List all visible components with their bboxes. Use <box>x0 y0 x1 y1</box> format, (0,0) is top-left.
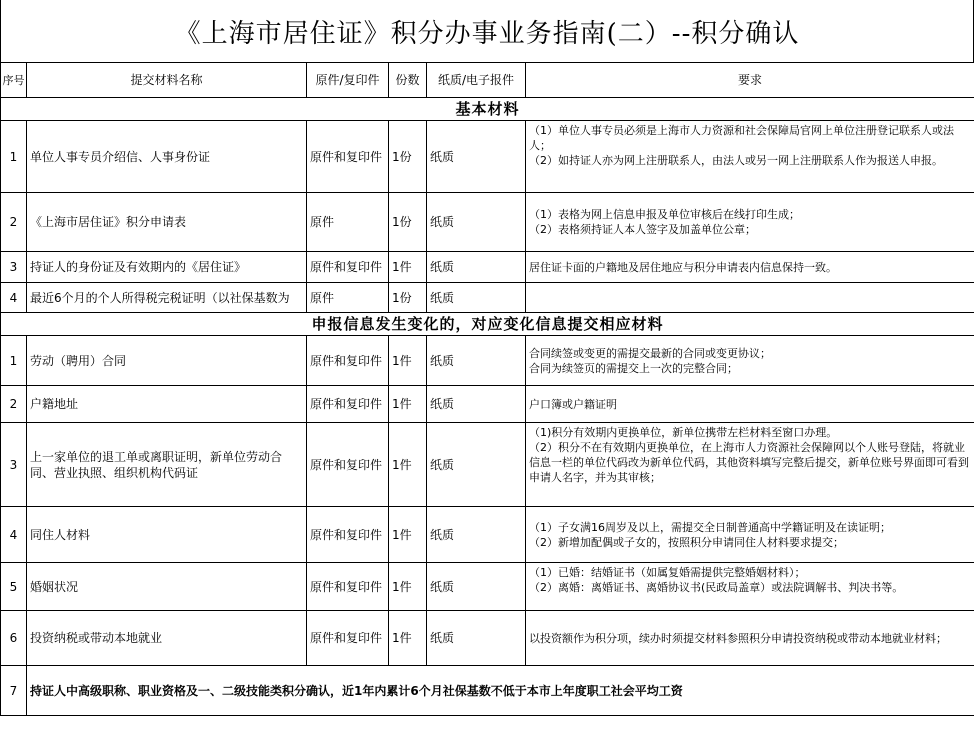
material-medium: 纸质 <box>427 121 526 193</box>
material-type: 原件和复印件 <box>307 507 389 563</box>
material-copies: 1件 <box>389 386 427 423</box>
material-medium: 纸质 <box>427 193 526 252</box>
row-number: 5 <box>1 563 27 611</box>
table-row <box>1 423 974 507</box>
requirement-line: （2）新增加配偶或子女的，按照积分申请同住人材料要求提交； <box>529 535 844 549</box>
material-type: 原件和复印件 <box>307 252 389 283</box>
material-type: 原件 <box>307 193 389 252</box>
material-name: 持证人的身份证及有效期内的《居住证》 <box>27 252 307 283</box>
header-seq: 序号 <box>1 63 27 98</box>
table-row <box>1 386 974 423</box>
material-medium: 纸质 <box>427 423 526 507</box>
header-material: 提交材料名称 <box>27 63 307 98</box>
requirement-line: （2）如持证人亦为网上注册联系人，由法人或另一网上注册联系人作为报送人申报。 <box>529 154 943 167</box>
material-type: 原件和复印件 <box>307 611 389 666</box>
header-copies: 份数 <box>389 63 427 98</box>
material-name: 上一家单位的退工单或离职证明，新单位劳动合同、营业执照、组织机构代码证 <box>27 423 307 507</box>
material-type: 原件和复印件 <box>307 563 389 611</box>
requirement-cell <box>526 121 974 193</box>
requirement-line: 户口簿或户籍证明 <box>529 397 617 411</box>
material-copies: 1件 <box>389 611 427 666</box>
row-number: 4 <box>1 507 27 563</box>
material-medium: 纸质 <box>427 563 526 611</box>
row-number: 2 <box>1 193 27 252</box>
material-copies: 1件 <box>389 336 427 386</box>
material-copies: 1份 <box>389 283 427 313</box>
requirement-line: （1)积分有效期内更换单位，新单位携带左栏材料至窗口办理。 <box>529 426 838 439</box>
row-number: 3 <box>1 252 27 283</box>
requirement-line: （2）离婚：离婚证书、离婚协议书(民政局盖章）或法院调解书、判决书等。 <box>529 581 904 594</box>
table-row <box>1 336 974 386</box>
section-title: 申报信息发生变化的，对应变化信息提交相应材料 <box>1 313 974 336</box>
requirement-line: （1）子女满16周岁及以上，需提交全日制普通高中学籍证明及在读证明； <box>529 520 891 534</box>
header-type: 原件/复印件 <box>307 63 389 98</box>
row-number: 2 <box>1 386 27 423</box>
material-medium: 纸质 <box>427 336 526 386</box>
requirement-line: （1）单位人事专员必须是上海市人力资源和社会保障局官网上单位注册登记联系人或法人； <box>529 124 954 152</box>
requirement-line: （1）已婚：结婚证书（如属复婚需提供完整婚姻材料）； <box>529 566 806 579</box>
table-row <box>1 507 974 563</box>
material-copies: 1件 <box>389 252 427 283</box>
header-requirement: 要求 <box>526 63 974 98</box>
material-type: 原件 <box>307 283 389 313</box>
table-row <box>1 193 974 252</box>
requirement-line: （2）表格须持证人本人签字及加盖单位公章； <box>529 223 756 236</box>
material-name: 《上海市居住证》积分申请表 <box>27 193 307 252</box>
material-medium: 纸质 <box>427 507 526 563</box>
material-medium: 纸质 <box>427 386 526 423</box>
materials-table <box>0 62 974 716</box>
material-medium: 纸质 <box>427 283 526 313</box>
requirement-cell <box>526 193 974 252</box>
final-note: 持证人中高级职称、职业资格及一、二级技能类积分确认，近1年内累计6个月社保基数不低于本市上年度职工社会平均工资 <box>27 666 974 716</box>
row-number: 3 <box>1 423 27 507</box>
requirement-cell <box>526 386 974 423</box>
material-name: 劳动（聘用）合同 <box>27 336 307 386</box>
row-number: 1 <box>1 336 27 386</box>
row-number: 1 <box>1 121 27 193</box>
table-row <box>1 611 974 666</box>
table-row <box>1 121 974 193</box>
requirement-line: （1）表格为网上信息申报及单位审核后在线打印生成； <box>529 208 800 221</box>
requirement-cell <box>526 252 974 283</box>
material-copies: 1件 <box>389 563 427 611</box>
material-copies: 1件 <box>389 423 427 507</box>
material-type: 原件和复印件 <box>307 336 389 386</box>
material-medium: 纸质 <box>427 252 526 283</box>
table-row <box>1 283 974 313</box>
material-copies: 1份 <box>389 121 427 193</box>
material-type: 原件和复印件 <box>307 121 389 193</box>
requirement-cell <box>526 507 974 563</box>
material-name: 最近6个月的个人所得税完税证明（以社保基数为 <box>27 283 307 313</box>
material-name: 婚姻状况 <box>27 563 307 611</box>
material-copies: 1件 <box>389 507 427 563</box>
requirement-cell <box>526 336 974 386</box>
requirement-cell <box>526 423 974 507</box>
material-type: 原件和复印件 <box>307 386 389 423</box>
requirement-line: 居住证卡面的户籍地及居住地应与积分申请表内信息保持一致。 <box>529 260 837 274</box>
requirement-line: 以投资额作为积分项，续办时须提交材料参照积分申请投资纳税或带动本地就业材料； <box>529 631 947 645</box>
table-row-final <box>1 666 974 716</box>
section-heading-changes <box>1 313 974 336</box>
requirement-line: 合同为续签页的需提交上一次的完整合同； <box>529 361 738 375</box>
material-name: 户籍地址 <box>27 386 307 423</box>
requirement-line: 合同续签或变更的需提交最新的合同或变更协议； <box>529 346 771 360</box>
material-medium: 纸质 <box>427 611 526 666</box>
material-name: 单位人事专员介绍信、人事身份证 <box>27 121 307 193</box>
material-name: 同住人材料 <box>27 507 307 563</box>
requirement-line: （2）积分不在有效期内更换单位，在上海市人力资源社会保障网以个人账号登陆，将就业信息一栏的单位代码改为新单位代码，其他资料填写完整后提交，新单位账号界面即可看到申请人名字，并为其审核； <box>529 441 969 484</box>
row-number: 6 <box>1 611 27 666</box>
row-number: 7 <box>1 666 27 716</box>
table-row <box>1 563 974 611</box>
section-heading-basic <box>1 98 974 121</box>
material-name: 投资纳税或带动本地就业 <box>27 611 307 666</box>
material-copies: 1份 <box>389 193 427 252</box>
header-medium: 纸质/电子报件 <box>427 63 526 98</box>
row-number: 4 <box>1 283 27 313</box>
requirement-cell <box>526 283 974 313</box>
header-row <box>1 63 974 98</box>
table-row <box>1 252 974 283</box>
material-type: 原件和复印件 <box>307 423 389 507</box>
requirement-cell <box>526 563 974 611</box>
section-title: 基本材料 <box>1 98 974 121</box>
page-title: 《上海市居住证》积分办事业务指南(二）--积分确认 <box>0 0 974 62</box>
requirement-cell <box>526 611 974 666</box>
